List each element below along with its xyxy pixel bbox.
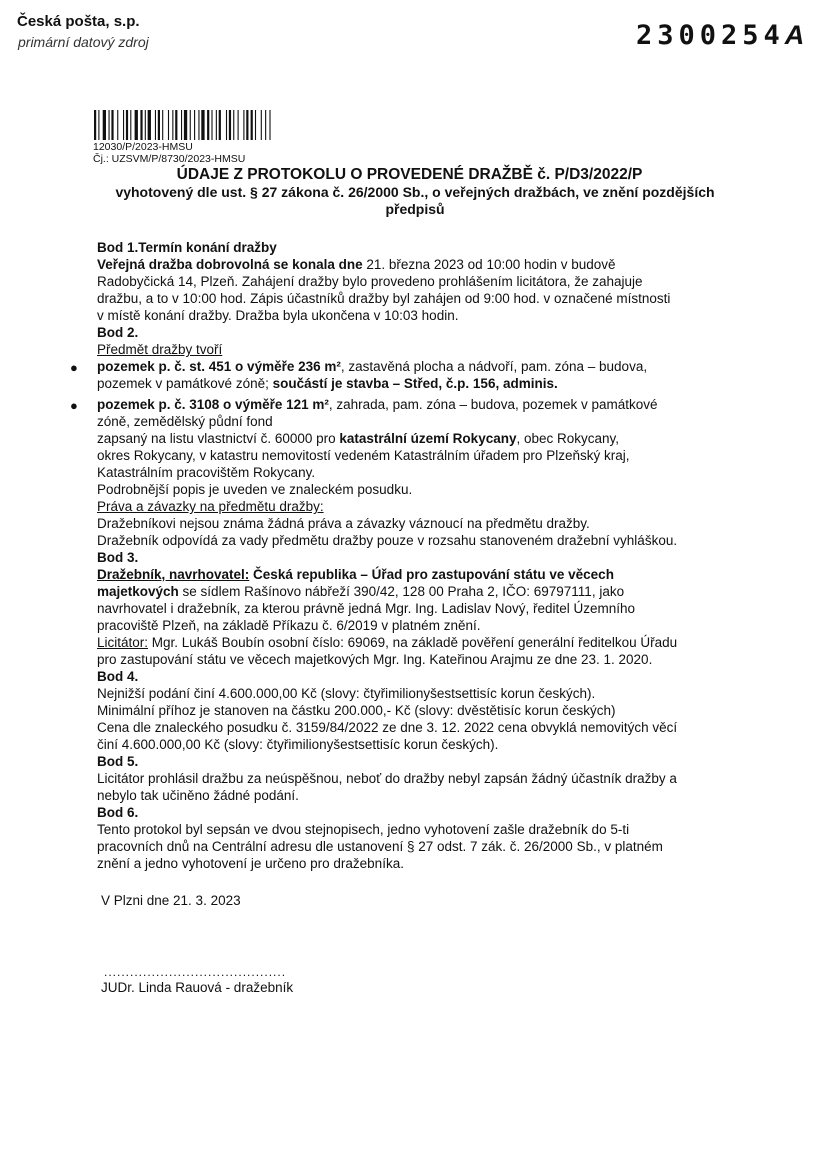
- auctioneer-line: navrhovatel i dražebník, za kterou právně jedná Mgr. Ing. Ladislav Nový, ředitel Územního: [97, 601, 636, 616]
- section-1-line: Veřejná dražba dobrovolná se konala dne 21. března 2023 od 10:00 hodin v budově: [97, 257, 616, 272]
- result-line: nebylo tak učiněno žádné podání.: [97, 788, 299, 803]
- registry-line: Katastrálním pracovištěm Rokycany.: [97, 465, 316, 480]
- property-item-2-cont: zóně, zemědělský půdní fond: [97, 414, 273, 429]
- property-item-1-cont: pozemek v památkové zóně; součástí je stavba – Střed, č.p. 156, adminis.: [97, 376, 558, 391]
- price-line: činí 4.600.000,00 Kč (slovy: čtyřimilionyšestsettisíc korun českých).: [97, 737, 499, 752]
- licitator-line: Licitátor: Mgr. Lukáš Boubín osobní číslo: 69069, na základě pověření generální ředitelkou Úřadu: [97, 635, 678, 650]
- copies-line: pracovních dnů na Centrální adresu dle ustanovení § 27 odst. 7 zák. č. 26/2000 Sb., v platném: [97, 839, 663, 854]
- section-3-heading: Bod 3.: [97, 550, 139, 565]
- signature-line: ..........................................: [104, 965, 287, 979]
- registry-line: okres Rokycany, v katastru nemovitostí vedeném Katastrálním úřadem pro Plzeňský kraj,: [97, 448, 630, 463]
- section-5-heading: Bod 5.: [97, 754, 139, 769]
- result-line: Licitátor prohlásil dražbu za neúspěšnou, neboť do dražby nebyl zapsán žádný účastník dražby a: [97, 771, 677, 786]
- auctioneer-line: majetkových se sídlem Rašínovo nábřeží 390/42, 128 00 Praha 2, IČO: 69797111, jako: [97, 584, 625, 599]
- copies-line: znění a jedno vyhotovení je určeno pro dražebníka.: [97, 856, 404, 871]
- bullet-icon: ●: [70, 398, 78, 413]
- price-line: Nejnižší podání činí 4.600.000,00 Kč (slovy: čtyřimilionyšestsettisíc korun českých).: [97, 686, 596, 701]
- detail-note: Podrobnější popis je uveden ve znaleckém posudku.: [97, 482, 413, 497]
- copies-line: Tento protokol byl sepsán ve dvou stejnopisech, jedno vyhotovení zašle dražebník do 5-ti: [97, 822, 630, 837]
- postal-stamp-subtitle: primární datový zdroj: [18, 34, 149, 50]
- document-title: ÚDAJE Z PROTOKOLU O PROVEDENÉ DRAŽBĚ č. P/D3/2022/P: [176, 166, 643, 183]
- rights-line: Dražebník odpovídá za vady předmětu dražby pouze v rozsahu stanoveném dražební vyhláškou.: [97, 533, 678, 548]
- section-6-heading: Bod 6.: [97, 805, 139, 820]
- case-number: Čj.: UZSVM/P/8730/2023-HMSU: [93, 153, 246, 165]
- price-line: Cena dle znaleckého posudku č. 3159/84/2022 ze dne 3. 12. 2022 cena obvyklá nemovitých věcí: [97, 720, 678, 735]
- rights-heading: Práva a závazky na předmětu dražby:: [97, 499, 324, 514]
- property-item-2: pozemek p. č. 3108 o výměře 121 m², zahrada, pam. zóna – budova, pozemek v památkové: [97, 397, 658, 412]
- postal-stamp-title: Česká pošta, s.p.: [17, 13, 140, 30]
- licitator-line: pro zastupování státu ve věcech majetkových Mgr. Ing. Kateřinou Arajmu ze dne 23. 1. 2020.: [97, 652, 653, 667]
- subject-heading: Předmět dražby tvoří: [97, 342, 223, 357]
- auctioneer-line: Dražebník, navrhovatel: Česká republika – Úřad pro zastupování státu ve věcech: [97, 567, 614, 582]
- registry-line: zapsaný na listu vlastnictví č. 60000 pro katastrální území Rokycany, obec Rokycany,: [97, 431, 620, 446]
- section-1-line: v místě konání dražby. Dražba byla ukončena v 10:03 hodin.: [97, 308, 459, 323]
- section-1-heading: Bod 1.Termín konání dražby: [97, 240, 277, 255]
- document-subtitle: vyhotovený dle ust. § 27 zákona č. 26/2000 Sb., o veřejných dražbách, ve znění pozdějších předpisů: [115, 184, 715, 217]
- auctioneer-line: pracoviště Plzeň, na základě Příkazu č. 6/2019 v platném znění.: [97, 618, 481, 633]
- property-item-1: pozemek p. č. st. 451 o výměře 236 m², zastavěná plocha a nádvoří, pam. zóna – budova,: [97, 359, 648, 374]
- barcode: [94, 110, 329, 140]
- section-1-line: dražbu, a to v 10:00 hod. Zápis účastníků dražby byl zahájen od 9:00 hod. v označené místnosti: [97, 291, 671, 306]
- place-date: V Plzni dne 21. 3. 2023: [101, 893, 241, 908]
- section-4-heading: Bod 4.: [97, 669, 139, 684]
- bullet-icon: ●: [70, 360, 78, 375]
- signer-name: JUDr. Linda Rauová - dražebník: [101, 980, 294, 995]
- rights-line: Dražebníkovi nejsou známa žádná práva a závazky váznoucí na předmětu dražby.: [97, 516, 590, 531]
- section-2-heading: Bod 2.: [97, 325, 139, 340]
- price-line: Minimální příhoz je stanoven na částku 200.000,- Kč (slovy: dvěstětisíc korun českých): [97, 703, 616, 718]
- document-number: 2300254A: [636, 20, 810, 51]
- section-1-line: Radobyčická 14, Plzeň. Zahájení dražby bylo provedeno prohlášením licitátora, že zahajuje: [97, 274, 643, 289]
- reference-number: 12030/P/2023-HMSU: [93, 141, 193, 153]
